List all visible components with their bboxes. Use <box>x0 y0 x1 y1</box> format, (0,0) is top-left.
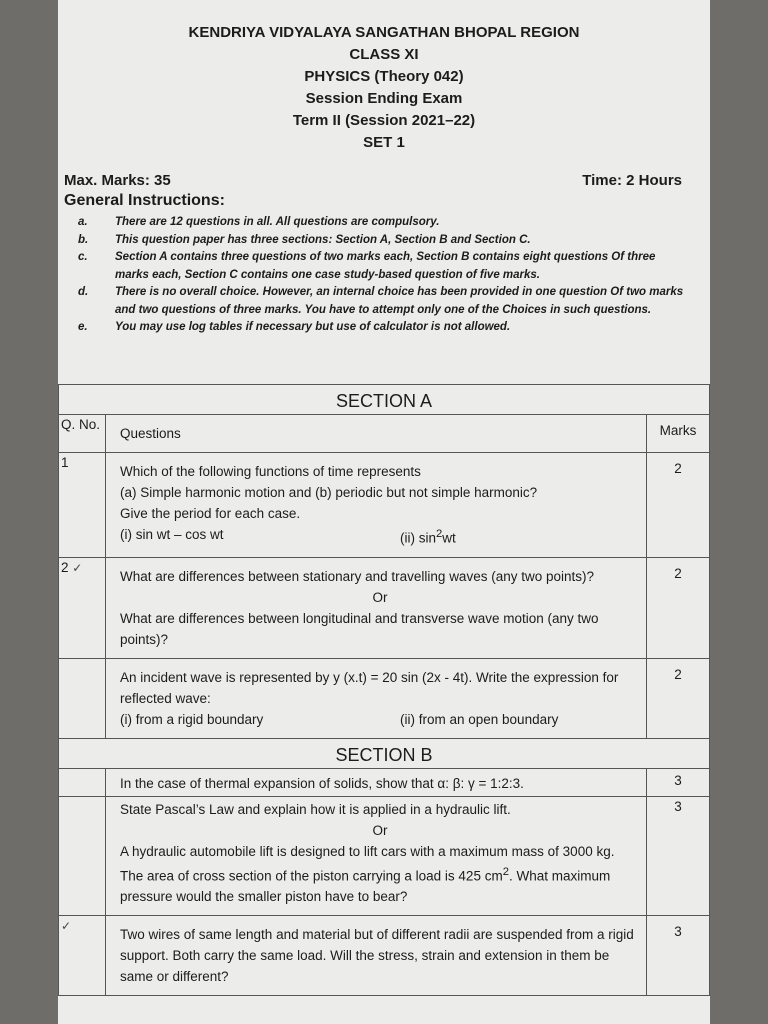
question-number: 1 <box>59 453 106 558</box>
pen-tick-mark: ✓ <box>61 919 72 933</box>
question-marks: 2 <box>647 658 710 738</box>
table-row <box>59 796 710 916</box>
table-row <box>59 916 710 996</box>
qno-header: Q. No. <box>59 415 106 453</box>
question-options: (i) sin wt – cos wt (ii) $\sin^2wt$ <box>120 527 456 546</box>
marks-header: Marks <box>647 415 710 453</box>
exam-header <box>58 22 710 154</box>
class-label: CLASS XI <box>349 46 419 63</box>
table-row <box>59 768 710 796</box>
question-marks: 3 <box>647 768 710 796</box>
school-name: KENDRIYA VIDYALAYA SANGATHAN BHOPAL REGION <box>188 24 580 41</box>
pen-tick-mark: ✓ <box>72 560 83 575</box>
table-row <box>59 453 710 558</box>
question-marks: 2 <box>647 557 710 658</box>
question-2: What are differences between stationary and travelling waves (any two points)? Or What are differences between longitudinal and transverse wave motion (any two points)? <box>106 557 647 658</box>
question-6: Two wires of same length and material but of different radii are suspended from a rigid support. Both carry the same load. Will the stress, strain and extension in them be same or different? <box>106 916 647 996</box>
section-b-title: SECTION B <box>59 738 710 768</box>
subject-label: PHYSICS (Theory 042) <box>304 68 464 85</box>
questions-header: Questions <box>106 415 647 453</box>
instructions-list <box>78 214 688 337</box>
instruction-item: d. There is no overall choice. However, an internal choice has been provided in one question Of two marks and two questions of three marks. You have to attempt only one of the Choices in such questions. <box>78 286 684 316</box>
term-label: Term II (Session 2021–22) <box>292 112 476 129</box>
table-row <box>59 557 710 658</box>
section-b-row <box>59 738 710 768</box>
question-number <box>59 658 106 738</box>
max-marks: Max. Marks: 35 <box>64 172 171 189</box>
question-3: An incident wave is represented by y (x.t) = 20 sin (2x - 4t). Write the expression for reflected wave: (i) from a rigid boundary (ii) from an open boundary <box>106 658 647 738</box>
section-a-row <box>59 385 710 415</box>
instruction-item: e. You may use log tables if necessary but use of calculator is not allowed. <box>78 321 511 333</box>
question-options: (i) from a rigid boundary (ii) from an open boundary <box>120 711 559 727</box>
question-5: State Pascal’s Law and explain how it is applied in a hydraulic lift. Or A hydraulic automobile lift is designed to lift cars with a maximum mass of 3000 kg. The area of cross section of the piston carrying a load is 425 $cm^2$. What maximum pressure would the smaller piston have to bear? <box>106 796 647 916</box>
exam-name: Session Ending Exam <box>305 90 463 107</box>
table-header-row <box>59 415 710 453</box>
instruction-item: b. This question paper has three sections: Section A, Section B and Section C. <box>78 233 531 246</box>
instructions-title: General Instructions: <box>64 192 225 209</box>
question-marks: 3 <box>647 916 710 996</box>
question-table <box>58 384 710 996</box>
question-number <box>59 916 106 996</box>
instruction-item: c. Section A contains three questions of two marks each, Section B contains eight questions Of three marks each, Section C contains one case study-based question of five marks. <box>78 251 656 281</box>
exam-paper <box>58 0 710 1024</box>
question-1: Which of the following functions of time represents (a) Simple harmonic motion and (b) periodic but not simple harmonic? Give the period for each case. (i) sin wt – cos wt (ii) $\sin^2wt$ <box>106 453 647 558</box>
section-a-title: SECTION A <box>59 385 710 415</box>
question-number <box>59 768 106 796</box>
table-row <box>59 658 710 738</box>
question-marks: 3 <box>647 796 710 916</box>
set-label: SET 1 <box>363 134 405 151</box>
question-marks: 2 <box>647 453 710 558</box>
question-number <box>59 796 106 916</box>
question-4: In the case of thermal expansion of solids, show that α: β: γ = 1:2:3. <box>106 768 647 796</box>
time-allowed: Time: 2 Hours <box>582 172 682 189</box>
question-number: 2 ✓ <box>59 557 106 658</box>
instruction-item: a. There are 12 questions in all. All questions are compulsory. <box>78 216 440 228</box>
